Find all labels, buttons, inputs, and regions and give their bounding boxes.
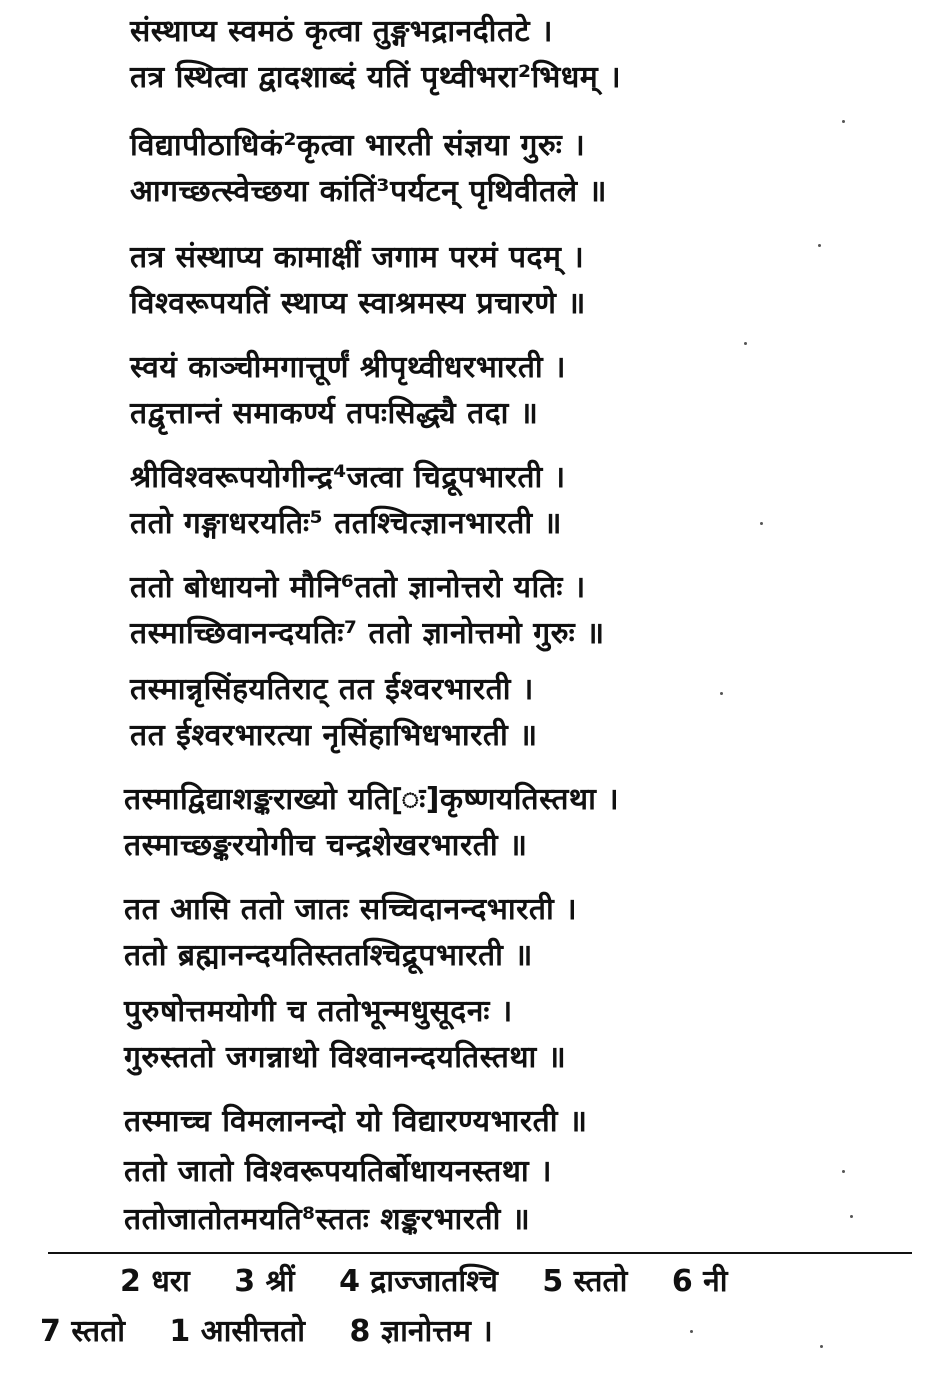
verse-line: ततो बोधायनो मौनि⁶ततो ज्ञानोत्तरो यतिः । bbox=[130, 570, 586, 605]
scan-speck bbox=[842, 120, 845, 123]
verse-line: तस्माच्छङ्करयोगीच चन्द्रशेखरभारती ॥ bbox=[124, 828, 528, 863]
verse-line: गुरुस्ततो जगन्नाथो विश्वानन्दयतिस्तथा ॥ bbox=[124, 1040, 567, 1075]
scan-speck bbox=[820, 1345, 823, 1348]
verse-line: स्वयं काञ्चीमगात्तूर्णं श्रीपृथ्वीधरभारती । bbox=[130, 350, 567, 385]
footnote: 4 द्राज्जातश्चि bbox=[339, 1264, 498, 1299]
scan-speck bbox=[818, 244, 821, 247]
footnote: 7 स्ततो bbox=[40, 1314, 125, 1349]
scan-speck bbox=[744, 342, 747, 345]
verse-line: ततो ब्रह्मानन्दयतिस्ततश्चिद्रूपभारती ॥ bbox=[124, 938, 533, 973]
footnote: 6 नी bbox=[671, 1264, 728, 1299]
scan-speck bbox=[842, 1170, 845, 1173]
verse-line: संस्थाप्य स्वमठं कृत्वा तुङ्गभद्रानदीतटे । bbox=[130, 14, 553, 49]
verse-line: विद्यापीठाधिकं²कृत्वा भारती संज्ञया गुरुः । bbox=[130, 128, 586, 163]
verse-line: ततोजातोतमयति⁸स्ततः शङ्करभारती ॥ bbox=[124, 1202, 531, 1237]
footnote: 3 श्रीं bbox=[234, 1264, 295, 1299]
scan-speck bbox=[850, 1215, 853, 1218]
footnote-separator bbox=[48, 1252, 912, 1254]
verse-line: तस्माद्विद्याशङ्कराख्यो यति[ः]कृष्णयतिस्तथा । bbox=[124, 782, 620, 817]
scan-speck bbox=[720, 692, 723, 695]
footnote: 8 ज्ञानोत्तम । bbox=[349, 1314, 493, 1349]
footnote-row bbox=[120, 1262, 728, 1302]
verse-line: पुरुषोत्तमयोगी च ततोभून्मधुसूदनः । bbox=[124, 994, 513, 1029]
verse-line: ततो जातो विश्वरूपयतिर्बोधायनस्तथा । bbox=[124, 1154, 552, 1189]
scan-speck bbox=[760, 522, 763, 525]
verse-line: तत्र संस्थाप्य कामाक्षीं जगाम परमं पदम् । bbox=[130, 240, 585, 275]
verse-line: तत ईश्वरभारत्या नृसिंहाभिधभारती ॥ bbox=[130, 718, 538, 753]
footnote: 1 आसीत्ततो bbox=[169, 1314, 306, 1349]
verse-line: विश्वरूपयतिं स्थाप्य स्वाश्रमस्य प्रचारणे ॥ bbox=[130, 286, 586, 321]
footnote: 5 स्ततो bbox=[542, 1264, 628, 1299]
footnote: 2 धरा bbox=[120, 1264, 190, 1299]
verse-line: तस्माच्च विमलानन्दो यो विद्यारण्यभारती ॥ bbox=[124, 1104, 588, 1139]
verse-line: ततो गङ्गाधरयतिः⁵ ततश्चित्ज्ञानभारती ॥ bbox=[130, 506, 563, 541]
footnote-row bbox=[40, 1312, 493, 1352]
verse-line: तद्वृत्तान्तं समाकर्ण्य तपःसिद्ध्यै तदा ॥ bbox=[130, 396, 539, 431]
verse-line: आगच्छत्स्वेच्छया कांतिं³पर्यटन् पृथिवीतले ॥ bbox=[130, 174, 608, 209]
scan-speck bbox=[690, 1330, 693, 1333]
verse-line: तत्र स्थित्वा द्वादशाब्दं यतिं पृथ्वीभरा²भिधम् । bbox=[130, 60, 622, 95]
verse-line: तस्मान्नृसिंहयतिराट् तत ईश्वरभारती । bbox=[130, 672, 534, 707]
verse-line: श्रीविश्वरूपयोगीन्द्र⁴जत्वा चिद्रूपभारती । bbox=[130, 460, 566, 495]
verse-line: तस्माच्छिवानन्दयतिः⁷ ततो ज्ञानोत्तमो गुरुः ॥ bbox=[130, 616, 605, 651]
verse-line: तत आसि ततो जातः सच्चिदानन्दभारती । bbox=[124, 892, 578, 927]
